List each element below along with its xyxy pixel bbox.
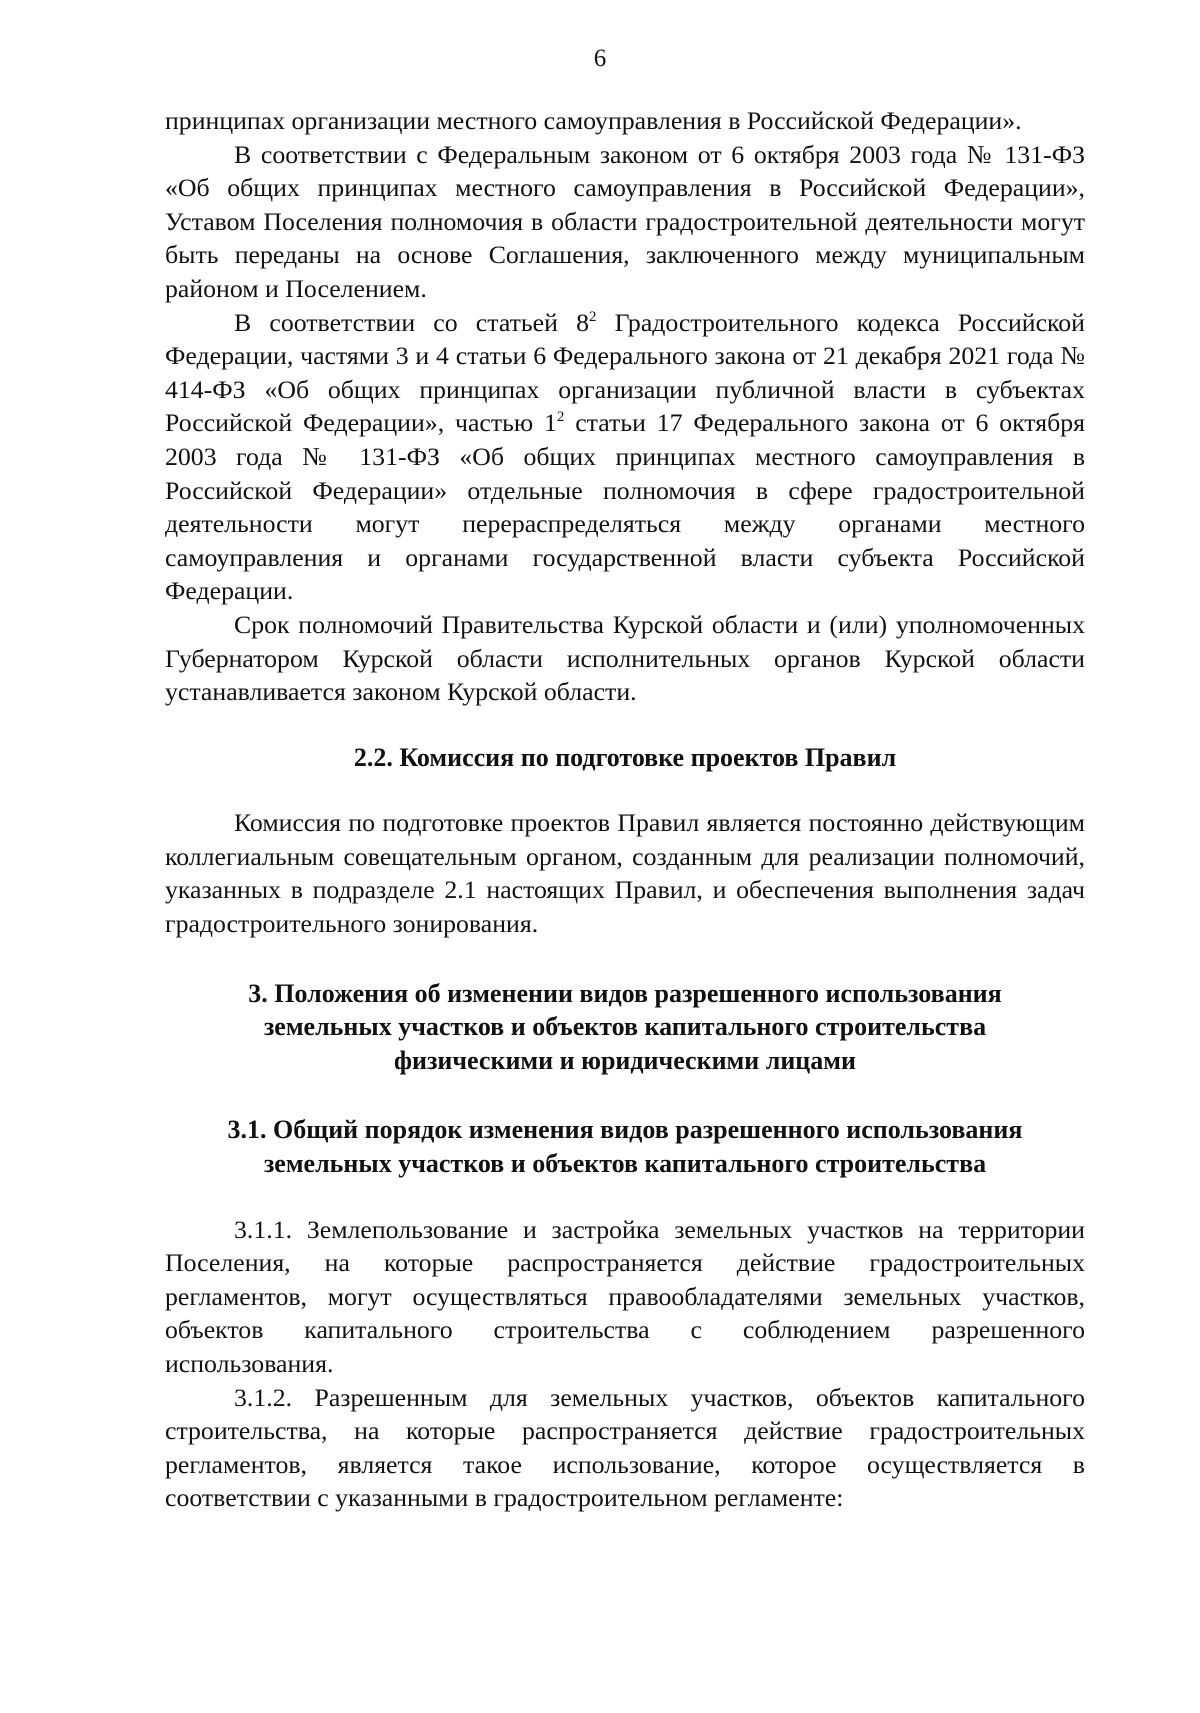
paragraph-term: Срок полномочий Правительства Курской области и (или) уполномоченных Губернатором Курской области исполнительных органов Курской области устанавливается законом Курской области.: [165, 609, 1085, 707]
section-heading-3: [165, 977, 1085, 1078]
paragraph-commission: Комиссия по подготовке проектов Правил является постоянно действующим коллегиальным совещательным органом, созданным для реализации полномочий, указанных в подразделе 2.1 настоящих Правил, и обеспечения выполнения задач градостроительного зонирования.: [165, 808, 1085, 939]
page-number: 6: [593, 45, 607, 72]
heading-line: земельных участков и объектов капитального строительства: [263, 1012, 987, 1042]
paragraph-continuation: принципах организации местного самоуправления в Российской Федерации».: [165, 106, 1022, 135]
paragraph-text-part: В соответствии со статьей 8: [234, 307, 589, 337]
paragraph-text-part: статьи 17 Федерального закона от 6 октября 2003 года № 131-ФЗ «Об общих принципах местного самоуправления в Российской Федерации» отдельные полномочия в сфере градостроительной деятельности могут перераспределяться между органами местного самоуправления и органами государственной власти субъекта Российской Федерации.: [165, 408, 1085, 606]
paragraph-3-1-2: 3.1.2. Разрешенным для земельных участков, объектов капитального строительства, на которые распространяется действие градостроительных регламентов, является такое использование, которое осуществляется в соответствии с указанными в градостроительном регламенте:: [165, 1382, 1085, 1513]
paragraph-text-part: Градостроительного кодекса Российской Федерации, частями 3 и 4 статьи 6 Федерального закона от 21 декабря 2021 года № 414-ФЗ «Об общих принципах организации публичной власти в субъектах Российской Федерации», частью 1: [165, 307, 1085, 438]
paragraph-redistribution: [165, 306, 1085, 608]
paragraph-federal-law: В соответствии с Федеральным законом от 6 октября 2003 года № 131-ФЗ «Об общих принципах местного самоуправления в Российской Федерации», Уставом Поселения полномочия в области градостроительной деятельности могут быть переданы на основе Соглашения, заключенного между муниципальным районом и Поселением.: [165, 139, 1085, 303]
heading-line: 3.1. Общий порядок изменения видов разрешенного использования: [227, 1115, 1023, 1145]
superscript: 2: [588, 308, 597, 325]
section-heading-3-1: [165, 1113, 1085, 1180]
section-heading-2-2: 2.2. Комиссия по подготовке проектов Правил: [353, 742, 897, 772]
heading-line: 3. Положения об изменении видов разрешенного использования: [248, 978, 1002, 1008]
document-body: [165, 104, 1085, 1515]
heading-line: физическими и юридическими лицами: [394, 1045, 856, 1075]
superscript: 2: [556, 409, 565, 426]
paragraph-3-1-1: 3.1.1. Землепользование и застройка земельных участков на территории Поселения, на которые распространяется действие градостроительных регламентов, могут осуществляться правообладателями земельных участков, объектов капитального строительства с соблюдением разрешенного использования.: [165, 1214, 1085, 1378]
heading-line: земельных участков и объектов капитального строительства: [263, 1149, 987, 1179]
